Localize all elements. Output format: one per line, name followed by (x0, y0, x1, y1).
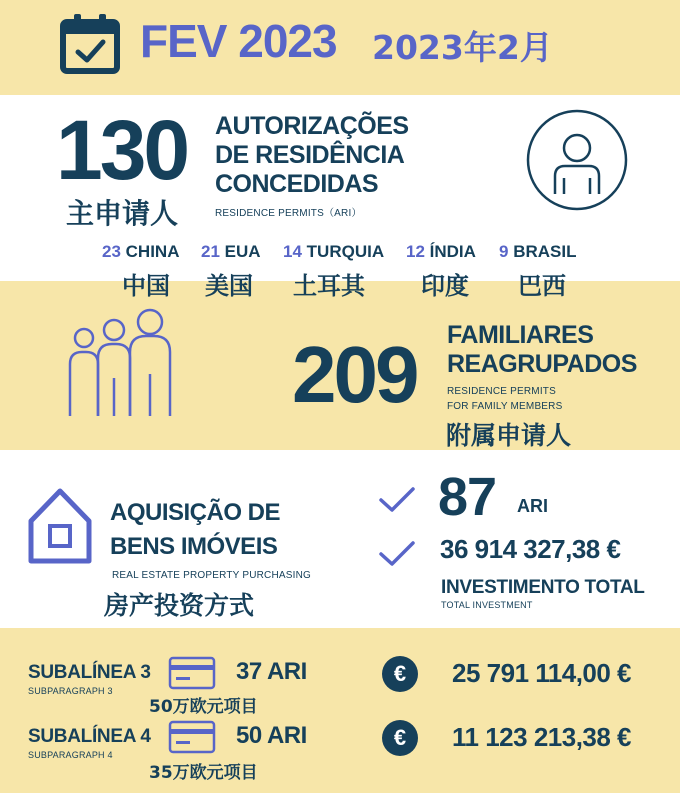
subparagraph-4-value: 11 123 213,38 € (452, 722, 632, 752)
country-brazil: 9 BRASIL (499, 242, 577, 261)
property-subtitle: REAL ESTATE PROPERTY PURCHASING (112, 570, 312, 581)
person-circle-icon (525, 108, 629, 212)
family-subtitle: RESIDENCE PERMITS FOR FAMILY MEMBERS (447, 386, 563, 412)
country-usa-cn: 美国 (205, 272, 253, 300)
family-cn: 附属申请人 (446, 421, 572, 450)
subparagraph-4-title: SUBALÍNEA 4 (28, 726, 151, 747)
property-ari-count: 87 (438, 467, 497, 527)
country-india-cn: 印度 (421, 272, 469, 300)
subparagraph-3-cn: 50万欧元项目 (149, 697, 258, 717)
subparagraph-4-cn: 35万欧元项目 (149, 763, 258, 783)
house-icon (26, 486, 94, 566)
property-cn: 房产投资方式 (104, 591, 255, 620)
subparagraph-3-sub: SUBPARAGRAPH 3 (28, 686, 113, 696)
residence-count: 130 (56, 103, 188, 197)
property-investment-label: INVESTIMENTO TOTAL (441, 577, 645, 598)
credit-card-icon (168, 656, 216, 690)
residence-subtitle: RESIDENCE PERMITS（ARI） (215, 208, 362, 219)
subparagraph-3-title: SUBALÍNEA 3 (28, 662, 151, 683)
subparagraph-3-ari: 37 ARI (236, 658, 307, 685)
euro-icon: € (382, 720, 418, 756)
property-investment-sub: TOTAL INVESTMENT (441, 600, 533, 610)
country-india: 12 ÍNDIA (406, 242, 476, 261)
country-brazil-cn: 巴西 (518, 272, 566, 300)
euro-icon: € (382, 656, 418, 692)
header-month: FEV 2023 (140, 15, 337, 67)
country-turkey: 14 TURQUIA (283, 242, 385, 261)
property-ari-label: ARI (517, 496, 548, 516)
check-icon (378, 486, 416, 514)
family-count: 209 (292, 330, 417, 419)
residence-title: AUTORIZAÇÕES DE RESIDÊNCIA CONCEDIDAS (215, 112, 409, 198)
family-title: FAMILIARES REAGRUPADOS (447, 321, 637, 378)
country-turkey-cn: 土耳其 (293, 272, 365, 300)
country-china-cn: 中国 (122, 272, 170, 300)
check-icon (378, 540, 416, 568)
header-month-cn: 2023年2月 (372, 28, 553, 67)
country-usa: 21 EUA (201, 242, 261, 261)
subparagraph-4-sub: SUBPARAGRAPH 4 (28, 750, 113, 760)
property-title: AQUISIÇÃO DE BENS IMÓVEIS (110, 499, 281, 560)
credit-card-icon (168, 720, 216, 754)
subparagraph-4-ari: 50 ARI (236, 722, 307, 749)
property-investment-value: 36 914 327,38 € (440, 534, 621, 564)
residence-cn: 主申请人 (66, 197, 179, 230)
family-group-icon (62, 306, 180, 426)
country-china: 23 CHINA (102, 242, 180, 261)
calendar-check-icon (60, 12, 120, 74)
subparagraph-3-value: 25 791 114,00 € (452, 658, 632, 688)
